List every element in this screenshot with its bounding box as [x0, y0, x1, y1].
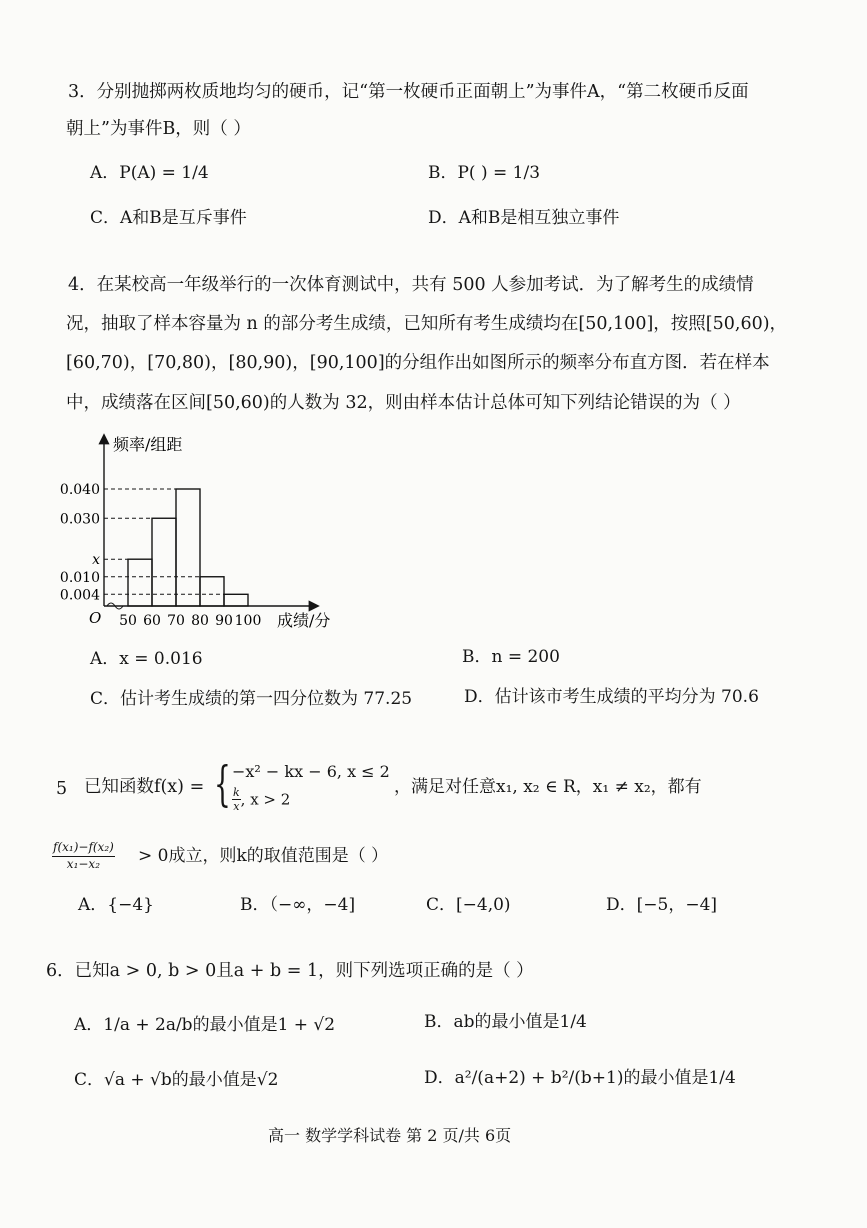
- piecewise-brace: {: [214, 756, 231, 812]
- q5-fraction-numerator: f(x₁)−f(x₂): [52, 840, 115, 857]
- x-tick-label: 50: [119, 613, 137, 629]
- q4-stem-line3: [60,70)，[70,80)，[80,90)，[90,100]的分组作出如图所示的频率分布直方图．若在样本: [66, 353, 770, 373]
- frequency-histogram: [55, 430, 395, 630]
- origin-label: O: [89, 609, 102, 627]
- q5-condition: ，满足对任意x₁, x₂ ∈ R，x₁ ≠ x₂，都有: [394, 777, 702, 797]
- q5-stem-tail: > 0成立，则k的取值范围是（ ）: [138, 846, 389, 866]
- q4-option-a: A．x = 0.016: [90, 649, 203, 669]
- histogram-bar: [152, 518, 176, 606]
- q5-piecewise-case2: [232, 786, 290, 813]
- x-tick-label: 60: [143, 613, 161, 629]
- q3-option-b: B．P( ) = 1/3: [428, 163, 541, 183]
- q5-option-d: D．[−5，−4]: [606, 895, 718, 915]
- y-tick-label: 0.004: [59, 587, 100, 604]
- histogram-bar: [128, 559, 152, 606]
- q3-option-a: A．P(A) = 1/4: [90, 163, 209, 183]
- y-axis-label: 频率/组距: [113, 435, 183, 454]
- q6-option-b: B．ab的最小值是1/4: [424, 1012, 587, 1032]
- q3-stem-line1: 3．分别抛掷两枚质地均匀的硬币，记“第一枚硬币正面朝上”为事件A，“第二枚硬币反面: [68, 82, 749, 102]
- x-tick-label: 100: [234, 613, 262, 629]
- q5-fraction-denominator: x₁−x₂: [66, 856, 101, 871]
- q5-piecewise-case1: −x² − kx − 6, x ≤ 2: [232, 762, 390, 781]
- x-axis-label: 成绩/分: [277, 611, 331, 630]
- q3-option-c: C．A和B是互斥事件: [90, 208, 247, 228]
- y-tick-label: 0.030: [59, 511, 100, 528]
- q6-stem: 6．已知a > 0, b > 0且a + b = 1，则下列选项正确的是（ ）: [46, 961, 534, 981]
- x-tick-label: 70: [167, 613, 185, 629]
- q5-case2-condition: , x > 2: [240, 790, 291, 809]
- q5-case2-k: k: [233, 786, 240, 799]
- q5-option-c: C．[−4,0): [426, 895, 511, 915]
- q4-option-c: C．估计考生成绩的第一四分位数为 77.25: [90, 689, 413, 709]
- y-tick-label: 0.010: [59, 569, 100, 586]
- q4-option-b: B．n = 200: [462, 647, 560, 667]
- q4-option-d: D．估计该市考生成绩的平均分为 70.6: [464, 687, 759, 707]
- x-tick-label: 80: [191, 613, 209, 629]
- histogram-bar: [200, 577, 224, 606]
- y-tick-label: x: [92, 552, 100, 569]
- q4-stem-line2: 况，抽取了样本容量为 n 的部分考生成绩，已知所有考生成绩均在[50,100]，按照[50,60)，: [66, 314, 788, 334]
- q3-option-d: D．A和B是相互独立事件: [428, 208, 620, 228]
- q5-number: 5: [56, 779, 68, 799]
- x-tick-label: 90: [215, 613, 233, 629]
- q5-case2-x: x: [233, 800, 240, 813]
- q4-stem-line1: 4．在某校高一年级举行的一次体育测试中，共有 500 人参加考试．为了解考生的成绩情: [68, 275, 754, 295]
- q3-stem-line2: 朝上”为事件B，则（ ）: [66, 119, 251, 139]
- q5-option-b: B．（−∞，−4]: [240, 895, 356, 915]
- histogram-bar: [176, 489, 200, 606]
- q5-fraction: [52, 840, 115, 872]
- q6-option-c: C．√a + √b的最小值是√2: [74, 1070, 279, 1090]
- y-tick-label: 0.040: [59, 482, 100, 498]
- q5-intro: 已知函数f(x) =: [84, 777, 205, 797]
- q6-option-a: A．1/a + 2a/b的最小值是1 + √2: [74, 1015, 336, 1035]
- page-footer: 高一 数学学科试卷 第 2 页/共 6页: [268, 1126, 512, 1145]
- q6-option-d: D．a²/(a+2) + b²/(b+1)的最小值是1/4: [424, 1068, 736, 1088]
- q4-stem-line4: 中，成绩落在区间[50,60)的人数为 32，则由样本估计总体可知下列结论错误的为（ ）: [66, 393, 741, 413]
- q5-option-a: A．{−4}: [78, 895, 154, 915]
- histogram-bar: [224, 594, 248, 606]
